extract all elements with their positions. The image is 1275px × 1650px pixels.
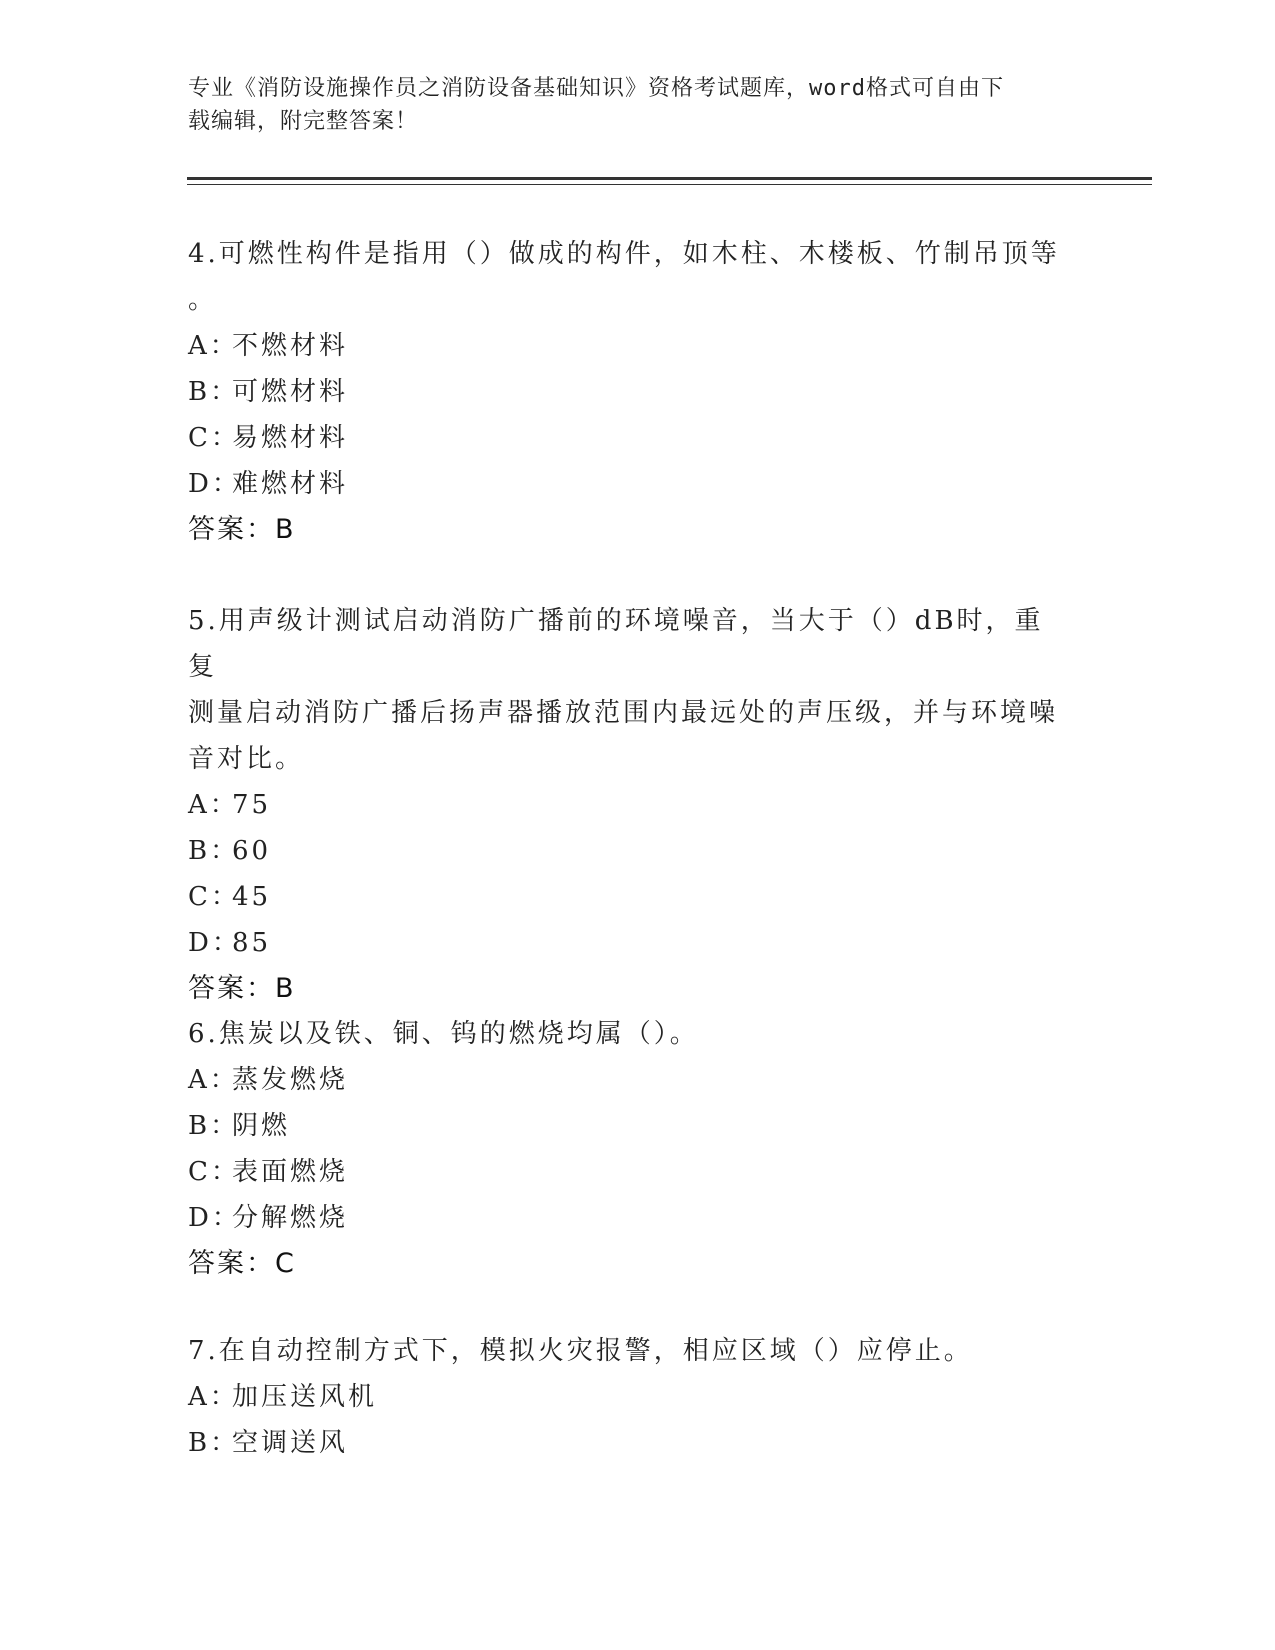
option-key: A： [188,1382,239,1412]
question-stem-line: 音对比。 [188,744,305,774]
option-text: 空调送风 [232,1428,349,1458]
option-text: 分解燃烧 [232,1203,349,1233]
question-stem-line: 5.用声级计测试启动消防广播前的环境噪音，当大于（）dB时，重复 [188,606,1044,682]
option-key: C： [188,1157,240,1187]
option-text: 加压送风机 [232,1382,378,1412]
option-key: A： [188,1065,239,1095]
option-key: D： [188,1203,241,1233]
option-key: A： [188,790,239,820]
option-key: B： [188,1428,240,1458]
option-text: 易燃材料 [232,423,349,453]
option-text: 表面燃烧 [232,1157,349,1187]
option-key: B： [188,836,240,866]
option-text: 可燃材料 [232,377,349,407]
question-5 [188,598,1068,1012]
option-c [188,415,1068,461]
question-4 [188,231,1068,553]
option-text: 45 [232,882,272,912]
header-line-1: 专业《消防设施操作员之消防设备基础知识》资格考试题库，word格式可自由下 [188,76,1004,101]
option-d [188,1195,1068,1241]
option-text: 阴燃 [232,1111,291,1141]
option-text: 难燃材料 [232,469,349,499]
question-stem-line: 测量启动消防广播后扬声器播放范围内最远处的声压级，并与环境噪 [188,698,1059,728]
option-key: B： [188,1111,240,1141]
option-text: 不燃材料 [232,331,349,361]
option-d [188,920,1068,966]
question-stem-line: 4.可燃性构件是指用（）做成的构件，如木柱、木楼板、竹制吊顶等 [188,239,1060,269]
option-d [188,461,1068,507]
option-text: 蒸发燃烧 [232,1065,349,1095]
answer-line: 答案：B [188,514,296,545]
option-b [188,369,1068,415]
option-a [188,1057,1068,1103]
question-7 [188,1328,1068,1466]
option-a [188,323,1068,369]
option-a [188,782,1068,828]
option-key: D： [188,928,241,958]
answer-line: 答案：C [188,1248,296,1279]
question-stem-line: 。 [188,285,218,315]
question-stem-line: 7.在自动控制方式下，模拟火灾报警，相应区域（）应停止。 [188,1336,973,1366]
header-divider-thick [187,177,1152,180]
option-key: D： [188,469,241,499]
option-text: 85 [232,928,272,958]
option-b [188,1420,1068,1466]
answer-line: 答案：B [188,973,296,1004]
header-divider-thin [187,184,1152,185]
option-key: A： [188,331,239,361]
option-a [188,1374,1068,1420]
option-key: C： [188,423,240,453]
option-text: 60 [232,836,272,866]
option-b [188,1103,1068,1149]
option-b [188,828,1068,874]
question-stem-line: 6.焦炭以及铁、铜、钨的燃烧均属（）。 [188,1019,699,1049]
document-header [188,72,1068,138]
option-c [188,874,1068,920]
option-key: C： [188,882,240,912]
option-key: B： [188,377,240,407]
option-c [188,1149,1068,1195]
option-text: 75 [232,790,272,820]
question-6 [188,1011,1068,1287]
header-line-2: 载编辑，附完整答案！ [188,109,419,134]
